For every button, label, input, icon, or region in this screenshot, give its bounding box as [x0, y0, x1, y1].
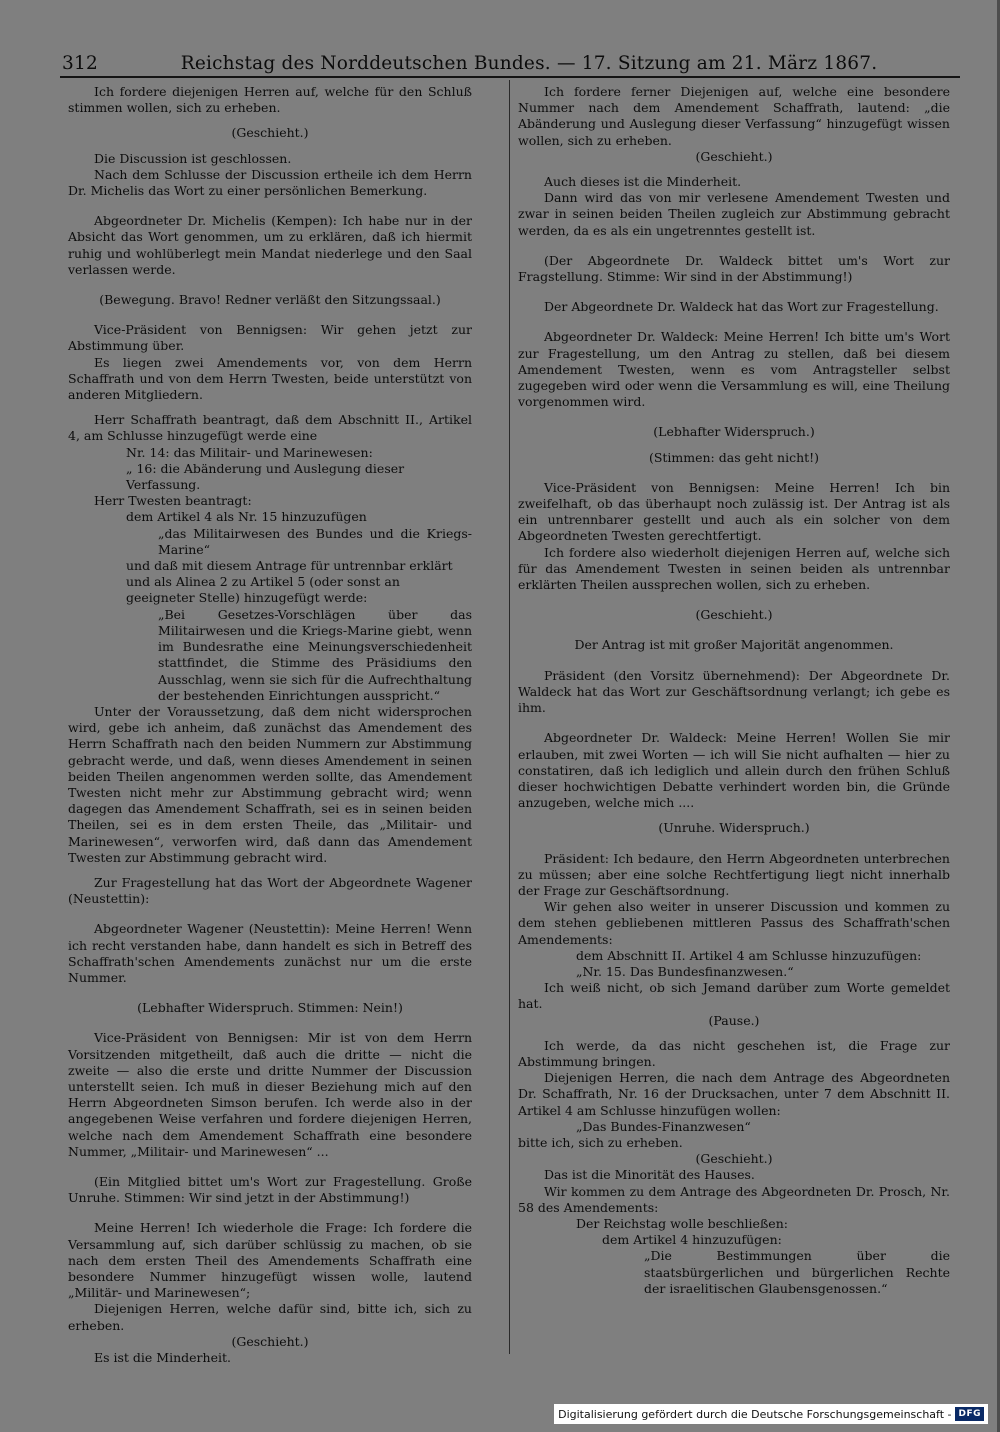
paragraph: dem Abschnitt II. Artikel 4 am Schlusse hinzuzufügen:	[576, 947, 922, 963]
paragraph: Meine Herren! Ich wiederhole die Frage: Ich fordere die Versammlung auf, sich darüber schlüssig zu machen, ob sie nach dem ersten Theil des Amendements Schaffrath eine besondere Nummer hinzugefügt wissen wolle, lautend „Militär- und Marinewesen“;	[68, 1220, 472, 1301]
spacer	[518, 837, 950, 851]
spacer	[518, 285, 950, 299]
paragraph: Der Abgeordnete Dr. Waldeck hat das Wort zur Fragestellung.	[544, 299, 939, 315]
spacer	[68, 1016, 472, 1030]
paragraph: Dann wird das von mir verlesene Amendement Twesten und zwar in seinen beiden Theilen zugleich zur Abstimmung gebracht werden, da es als ein ungetrenntes gestellt ist.	[518, 190, 950, 238]
spacer	[68, 278, 472, 292]
paragraph: Abgeordneter Wagener (Neustettin): Meine Herren! Wenn ich recht verstanden habe, dann handelt es sich in Betreff des Schaffrath'schen Amendements zunächst nur um die erste Nummer.	[68, 921, 472, 985]
centered-note: Der Antrag ist mit großer Majorität angenommen.	[574, 637, 894, 653]
paragraph: bitte ich, sich zu erheben.	[518, 1134, 683, 1150]
spacer	[68, 199, 472, 213]
paragraph: Vice-Präsident von Bennigsen: Wir gehen jetzt zur Abstimmung über.	[68, 322, 472, 354]
paragraph: Es liegen zwei Amendements vor, von dem Herrn Schaffrath und von dem Herrn Twesten, beide unterstützt von anderen Mitgliedern.	[68, 354, 472, 403]
spacer	[68, 116, 472, 125]
paragraph: Präsident: Ich bedaure, den Herrn Abgeordneten unterbrechen zu müssen; aber eine solche Rechtfertigung liegt nicht innerhalb der Frage zur Geschäftsordnung.	[518, 850, 950, 898]
centered-note: (Geschieht.)	[695, 1151, 773, 1167]
spacer	[68, 866, 472, 875]
spacer	[68, 1206, 472, 1220]
paragraph: Präsident (den Vorsitz übernehmend): Der Abgeordnete Dr. Waldeck hat das Wort zur Geschäftsordnung verlangt; ich gebe es ihm.	[518, 667, 950, 716]
paragraph: Ich werde, da das nicht geschehen ist, die Frage zur Abstimmung bringen.	[518, 1037, 950, 1069]
header-rule	[60, 76, 960, 78]
spacer	[68, 142, 472, 151]
spacer	[518, 466, 950, 480]
paragraph: Abgeordneter Dr. Waldeck: Meine Herren! Wollen Sie mir erlauben, mit zwei Worten — ich will Sie nicht aufhalten — hier zu constatiren, daß ich lediglich und allein durch den frühen Schluß dieser hochwichtigen Debatte verhindert worden bin, die Gründe anzugeben, welche mich ....	[518, 730, 950, 811]
paragraph: Nr. 14: das Militair- und Marinewesen:	[126, 444, 373, 460]
paragraph: Ich fordere also wiederholt diejenigen Herren auf, welche sich für das Amendement Twesten in seinen beiden als untrennbar erklärten Theilen aussprechen wollen, sich zu erheben.	[518, 544, 950, 593]
spacer	[68, 986, 472, 1000]
paragraph: Das ist die Minorität des Hauses.	[544, 1167, 755, 1183]
paragraph: Der Reichstag wolle beschließen:	[576, 1215, 788, 1231]
spacer	[518, 716, 950, 730]
centered-note: (Geschieht.)	[231, 1333, 309, 1349]
paragraph: „ 16: die Abänderung und Auslegung dieser Verfassung.	[126, 460, 405, 493]
centered-note: (Bewegung. Bravo! Redner verläßt den Sitzungssaal.)	[99, 292, 441, 308]
centered-note: (Pause.)	[708, 1012, 760, 1028]
paragraph: Herr Schaffrath beantragt, daß dem Abschnitt II., Artikel 4, am Schlusse hinzugefügt werde eine	[68, 412, 472, 444]
spacer	[518, 623, 950, 637]
paragraph: „Nr. 15. Das Bundesfinanzwesen.“	[576, 963, 794, 979]
spacer	[518, 239, 950, 253]
centered-note: (Geschieht.)	[695, 607, 773, 623]
paragraph: Auch dieses ist die Minderheit.	[544, 174, 742, 190]
paragraph: dem Artikel 4 als Nr. 15 hinzuzufügen	[126, 509, 367, 525]
spacer	[518, 315, 950, 329]
paragraph: „Bei Gesetzes-Vorschlägen über das Militairwesen und die Kriegs-Marine giebt, wenn im Bundesrathe eine Meinungsverschiedenheit stattfindet, die Stimme des Präsidiums den Ausschlag, wenn sie sich für die Aufrechthaltung der bestehenden Einrichtungen ausspricht.“	[158, 606, 472, 703]
paragraph: Die Discussion ist geschlossen.	[94, 150, 292, 166]
paragraph: Vice-Präsident von Bennigsen: Mir ist von dem Herrn Vorsitzenden mitgetheilt, daß auch die dritte — nicht die zweite — also die erste und dritte Nummer der Discussion unterstellt seien. Ich muß in dieser Beziehung mich auf den Herrn Abgeordneten Simson berufen. Ich werde also in der angegebenen Weise verfahren und fordere diejenigen Herren, welche nach dem Amendement Schaffrath eine besondere Nummer, „Militair- und Marinewesen“ ...	[68, 1030, 472, 1159]
paragraph: Es ist die Minderheit.	[94, 1350, 231, 1366]
paragraph: Wir kommen zu dem Antrage des Abgeordneten Dr. Prosch, Nr. 58 des Amendements:	[518, 1183, 950, 1215]
paragraph: Diejenigen Herren, die nach dem Antrage des Abgeordneten Dr. Schaffrath, Nr. 16 der Drucksachen, unter 7 dem Abschnitt II. Artikel 4 am Schlusse hinzufügen wollen:	[518, 1070, 950, 1118]
paragraph: „Die Bestimmungen über die staatsbürgerlichen und bürgerlichen Rechte der israelitischen Glaubensgenossen.“	[644, 1248, 950, 1296]
right-column	[518, 84, 950, 1297]
left-column	[68, 84, 472, 1366]
paragraph: „Das Bundes-Finanzwesen“	[576, 1118, 751, 1134]
paragraph: Ich fordere ferner Diejenigen auf, welche eine besondere Nummer nach dem Amendement Schaffrath, lautend: „die Abänderung und Auslegung dieser Verfassung“ hinzugefügt wissen wollen, sich zu erheben.	[518, 84, 950, 148]
paragraph: Zur Fragestellung hat das Wort der Abgeordnete Wagener (Neustettin):	[68, 874, 472, 907]
centered-note: (Geschieht.)	[695, 148, 773, 164]
running-title: Reichstag des Norddeutschen Bundes. — 17. Sitzung am 21. März 1867.	[180, 53, 878, 74]
page-number: 312	[62, 53, 98, 74]
paragraph: Herr Twesten beantragt:	[94, 493, 252, 509]
spacer	[68, 403, 472, 412]
spacer	[518, 410, 950, 424]
centered-note: (Stimmen: das geht nicht!)	[648, 449, 820, 465]
spacer	[68, 907, 472, 921]
paragraph: Ich fordere diejenigen Herren auf, welche für den Schluß stimmen wollen, sich zu erheben.	[68, 84, 472, 116]
paragraph: Diejenigen Herren, welche dafür sind, bitte ich, sich zu erheben.	[68, 1301, 472, 1333]
dfg-logo: DFG	[955, 1407, 984, 1421]
centered-note: (Lebhafter Widerspruch.)	[653, 424, 815, 440]
paragraph: (Der Abgeordnete Dr. Waldeck bittet um's Wort zur Fragstellung. Stimme: Wir sind in der Abstimmung!)	[518, 252, 950, 285]
footer-text: Digitalisierung gefördert durch die Deutsche Forschungsgemeinschaft -	[558, 1407, 952, 1421]
column-divider	[509, 80, 510, 1354]
paragraph: dem Artikel 4 hinzuzufügen:	[602, 1232, 782, 1248]
centered-note: (Lebhafter Widerspruch. Stimmen: Nein!)	[137, 1000, 403, 1016]
paragraph: Nach dem Schlusse der Discussion ertheile ich dem Herrn Dr. Michelis das Wort zu einer persönlichen Bemerkung.	[68, 166, 472, 199]
spacer	[68, 1160, 472, 1174]
spacer	[518, 811, 950, 820]
centered-note: (Unruhe. Widerspruch.)	[658, 820, 810, 836]
paragraph: Ich weiß nicht, ob sich Jemand darüber zum Worte gemeldet hat.	[518, 980, 950, 1012]
paragraph: „das Militairwesen des Bundes und die Kriegs-Marine“	[158, 525, 472, 557]
paragraph: Abgeordneter Dr. Michelis (Kempen): Ich habe nur in der Absicht das Wort genommen, um zu erklären, daß ich hiermit ruhig und wohlüberlegt mein Mandat niederlege und den Saal verlassen werde.	[68, 213, 472, 277]
spacer	[518, 165, 950, 174]
spacer	[518, 1029, 950, 1038]
spacer	[518, 441, 950, 450]
footer-credit	[554, 1404, 988, 1424]
paragraph: (Ein Mitglied bittet um's Wort zur Fragestellung. Große Unruhe. Stimmen: Wir sind jetzt in der Abstimmung!)	[68, 1173, 472, 1206]
paragraph: Wir gehen also weiter in unserer Discussion und kommen zu dem stehen gebliebenen mittleren Passus des Schaffrath'schen Amendements:	[518, 899, 950, 947]
spacer	[518, 654, 950, 668]
centered-note: (Geschieht.)	[231, 125, 309, 141]
spacer	[518, 593, 950, 607]
paragraph: Unter der Voraussetzung, daß dem nicht widersprochen wird, gebe ich anheim, daß zunächst das Amendement des Herrn Schaffrath nach den beiden Nummern zur Abstimmung gebracht werde, und daß, wenn dieses Amendement in seinen beiden Theilen angenommen werden sollte, das Amendement Twesten nicht mehr zur Abstimmung gebracht wird; wenn dagegen das Amendement Schaffrath, sei es in seinen beiden Theilen, sei es in dem ersten Theile, das „Militair- und Marinewesen“, verworfen wird, daß dann das Amendement Twesten zur Abstimmung gebracht wird.	[68, 703, 472, 865]
spacer	[68, 308, 472, 322]
paragraph: Vice-Präsident von Bennigsen: Meine Herren! Ich bin zweifelhaft, ob das überhaupt noch zulässig ist. Der Antrag ist als ein untrennbarer gestellt und auch als ein solcher von dem Abgeordneten Twesten gerechtfertigt.	[518, 479, 950, 544]
page-header	[62, 40, 960, 74]
paragraph: Abgeordneter Dr. Waldeck: Meine Herren! Ich bitte um's Wort zur Fragestellung, um den Antrag zu stellen, daß bei diesem Amendement Twesten, wenn es vom Antragsteller selbst zugegeben wird oder wenn die Versammlung es will, eine Theilung vorgenommen wird.	[518, 329, 950, 410]
paragraph: und daß mit diesem Antrage für untrennbar erklärt und als Alinea 2 zu Artikel 5 (oder sonst an geeigneter Stelle) hinzugefügt werde:	[126, 558, 453, 606]
